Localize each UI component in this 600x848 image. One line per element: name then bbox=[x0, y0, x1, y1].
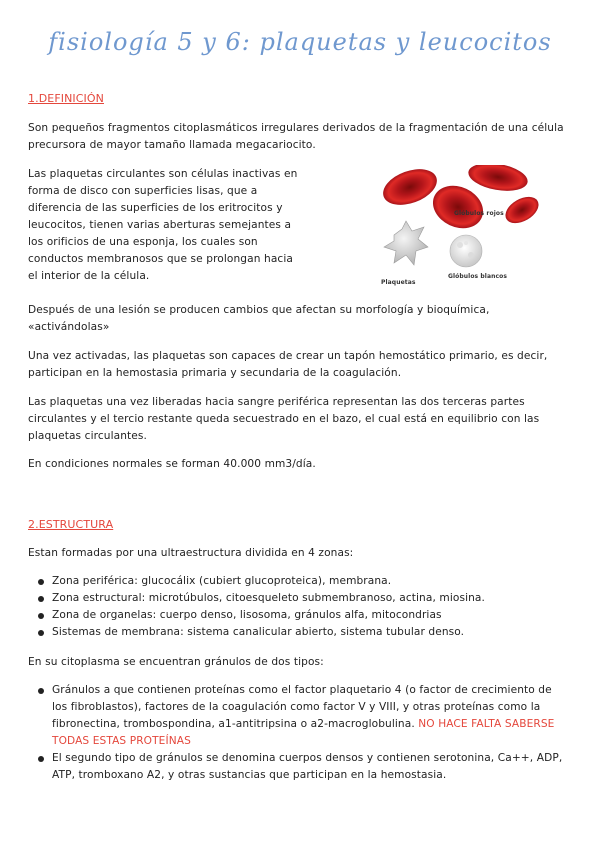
red-blood-cell bbox=[466, 165, 530, 195]
red-blood-cell bbox=[426, 178, 490, 236]
page-title: fisiología 5 y 6: plaquetas y leucocitos bbox=[48, 28, 552, 56]
label-white-blood-cells: Glóbulos blancos bbox=[448, 273, 508, 280]
paragraph-definition: Son pequeños fragmentos citoplasmáticos irregulares derivados de la fragmentación de una célula precursora de mayor tamaño llamada megacariocito. bbox=[28, 122, 564, 151]
blood-cells-figure bbox=[372, 165, 572, 295]
paragraph-activation: Después de una lesión se producen cambios que afectan su morfología y bioquímica, «activándolas» bbox=[28, 304, 490, 333]
list-item-alpha-granules bbox=[36, 682, 566, 750]
white-blood-cell bbox=[450, 235, 482, 267]
section-heading-estructura: 2.ESTRUCTURA bbox=[28, 518, 114, 531]
white-blood-cell-texture bbox=[457, 242, 463, 248]
red-blood-cell bbox=[501, 191, 543, 228]
paragraph-hemostasis: Una vez activadas, las plaquetas son capaces de crear un tapón hemostático primario, es decir, participan en la hemostasia primaria y secundaria de la coagulación. bbox=[28, 350, 548, 379]
list-item: Zona estructural: microtúbulos, citoesqueleto submembranoso, actina, miosina. bbox=[36, 590, 566, 607]
alpha-granules-text: Gránulos a que contienen proteínas como el factor plaquetario 4 (o factor de crecimiento de los fibroblastos), factores de la coagulación como factor V y VIII, y otras proteínas como la fibronectina, trombospondina, a1-antitripsina o a2-macroglobulina. bbox=[52, 684, 552, 730]
granules-list bbox=[36, 682, 566, 784]
paragraph-distribution: Las plaquetas una vez liberadas hacia sangre periférica representan las dos terceras partes circulantes y el tercio restante queda secuestrado en el bazo, el cual está en equilibrio con las plaquetas circulantes. bbox=[28, 396, 540, 442]
label-red-blood-cells: Glóbulos rojos bbox=[454, 210, 504, 217]
paragraph-granules-intro: En su citoplasma se encuentran gránulos de dos tipos: bbox=[28, 656, 324, 668]
paragraph-production: En condiciones normales se forman 40.000 mm3/día. bbox=[28, 458, 316, 470]
white-blood-cell-texture bbox=[464, 241, 468, 245]
list-item: Zona de organelas: cuerpo denso, lisosoma, gránulos alfa, mitocondrias bbox=[36, 607, 566, 624]
zones-list bbox=[36, 573, 566, 641]
platelet-cell bbox=[384, 221, 428, 265]
list-item: Sistemas de membrana: sistema canalicular abierto, sistema tubular denso. bbox=[36, 624, 566, 641]
alpha-granules-note: NO HACE FALTA SABERSE TODAS ESTAS PROTEÍNAS bbox=[52, 718, 555, 747]
red-blood-cell bbox=[378, 165, 442, 212]
section-heading-definicion: 1.DEFINICIÓN bbox=[28, 92, 104, 105]
label-platelets: Plaquetas bbox=[381, 279, 416, 286]
paragraph-structure-intro: Estan formadas por una ultraestructura dividida en 4 zonas: bbox=[28, 547, 354, 559]
list-item-dense-bodies: El segundo tipo de gránulos se denomina cuerpos densos y contienen serotonina, Ca++, ADP, ATP, tromboxano A2, y otras sustancias que participan en la hemostasia. bbox=[36, 750, 566, 784]
white-blood-cell-texture bbox=[468, 252, 474, 258]
list-item: Zona periférica: glucocálix (cubiert glucoproteica), membrana. bbox=[36, 573, 566, 590]
paragraph-platelets-shape: Las plaquetas circulantes son células inactivas en forma de disco con superficies lisas, que a diferencia de las superficies de los eritrocitos y leucocitos, tienen varias aberturas semejantes a los orificios de una esponja, los cuales son conductos membranosos que se prolongan hacia el interior de la célula. bbox=[28, 168, 298, 282]
